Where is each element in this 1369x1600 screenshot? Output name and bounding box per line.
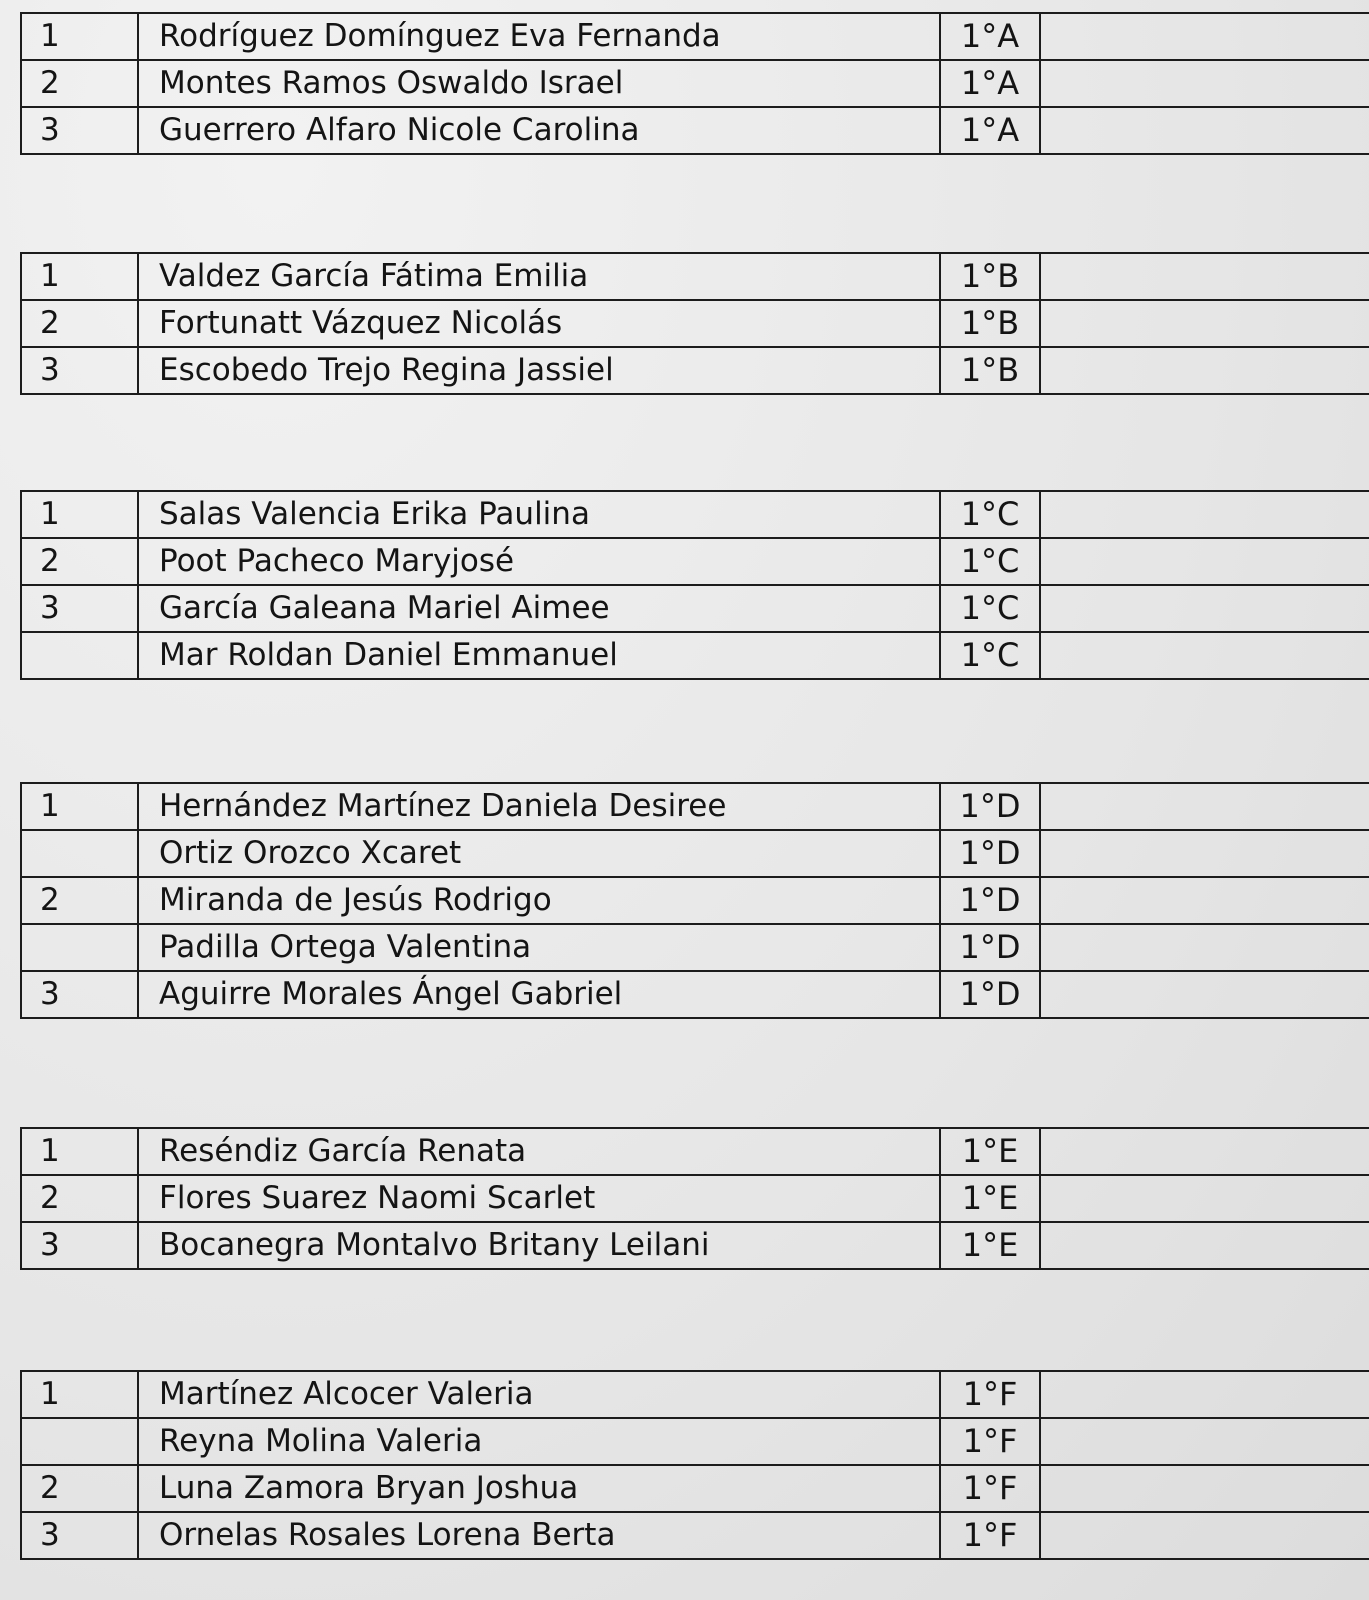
student-table: [20, 252, 1369, 395]
row-number: 1: [21, 253, 138, 300]
row-number: 1: [21, 13, 138, 60]
group-1e: [20, 1127, 1369, 1270]
grade-cell: 1°A: [940, 107, 1040, 154]
grade-cell: 1°C: [940, 538, 1040, 585]
grade-cell: 1°E: [940, 1222, 1040, 1269]
group-1d: [20, 782, 1369, 1019]
row-number: 2: [21, 1175, 138, 1222]
table-row: [21, 924, 1369, 971]
row-number: 1: [21, 783, 138, 830]
student-name: Padilla Ortega Valentina: [138, 924, 940, 971]
student-name: Luna Zamora Bryan Joshua: [138, 1465, 940, 1512]
blank-cell: [1040, 13, 1369, 60]
table-row: [21, 107, 1369, 154]
row-number: 3: [21, 347, 138, 394]
student-name: Mar Roldan Daniel Emmanuel: [138, 632, 940, 679]
student-name: Miranda de Jesús Rodrigo: [138, 877, 940, 924]
row-number: 3: [21, 1222, 138, 1269]
blank-cell: [1040, 1418, 1369, 1465]
blank-cell: [1040, 1465, 1369, 1512]
student-name: Martínez Alcocer Valeria: [138, 1371, 940, 1418]
grade-cell: 1°B: [940, 300, 1040, 347]
student-name: Rodríguez Domínguez Eva Fernanda: [138, 13, 940, 60]
table-row: [21, 538, 1369, 585]
student-table: [20, 1127, 1369, 1270]
student-name: Escobedo Trejo Regina Jassiel: [138, 347, 940, 394]
table-row: [21, 300, 1369, 347]
student-name: Ornelas Rosales Lorena Berta: [138, 1512, 940, 1559]
grade-cell: 1°D: [940, 783, 1040, 830]
student-table: [20, 12, 1369, 155]
table-row: [21, 971, 1369, 1018]
row-number: 2: [21, 877, 138, 924]
table-row: [21, 1418, 1369, 1465]
blank-cell: [1040, 585, 1369, 632]
table-row: [21, 1128, 1369, 1175]
grade-cell: 1°D: [940, 877, 1040, 924]
blank-cell: [1040, 300, 1369, 347]
blank-cell: [1040, 924, 1369, 971]
group-1a: [20, 12, 1369, 155]
blank-cell: [1040, 1175, 1369, 1222]
blank-cell: [1040, 538, 1369, 585]
blank-cell: [1040, 877, 1369, 924]
student-name: Reyna Molina Valeria: [138, 1418, 940, 1465]
row-number: 1: [21, 491, 138, 538]
blank-cell: [1040, 1512, 1369, 1559]
student-name: Aguirre Morales Ángel Gabriel: [138, 971, 940, 1018]
grade-cell: 1°E: [940, 1175, 1040, 1222]
table-row: [21, 491, 1369, 538]
table-row: [21, 1175, 1369, 1222]
blank-cell: [1040, 491, 1369, 538]
table-row: [21, 830, 1369, 877]
table-row: [21, 585, 1369, 632]
row-number: [21, 632, 138, 679]
student-name: Bocanegra Montalvo Britany Leilani: [138, 1222, 940, 1269]
grade-cell: 1°F: [940, 1465, 1040, 1512]
student-name: Valdez García Fátima Emilia: [138, 253, 940, 300]
student-table: [20, 1370, 1369, 1560]
group-1b: [20, 252, 1369, 395]
student-name: Hernández Martínez Daniela Desiree: [138, 783, 940, 830]
table-row: [21, 1512, 1369, 1559]
blank-cell: [1040, 1222, 1369, 1269]
grade-cell: 1°F: [940, 1418, 1040, 1465]
student-name: Salas Valencia Erika Paulina: [138, 491, 940, 538]
student-name: Montes Ramos Oswaldo Israel: [138, 60, 940, 107]
row-number: 3: [21, 971, 138, 1018]
row-number: 2: [21, 300, 138, 347]
table-row: [21, 253, 1369, 300]
table-row: [21, 1222, 1369, 1269]
row-number: [21, 924, 138, 971]
blank-cell: [1040, 1371, 1369, 1418]
grade-cell: 1°D: [940, 971, 1040, 1018]
grade-cell: 1°C: [940, 632, 1040, 679]
group-1c: [20, 490, 1369, 680]
blank-cell: [1040, 347, 1369, 394]
blank-cell: [1040, 783, 1369, 830]
table-row: [21, 1465, 1369, 1512]
blank-cell: [1040, 253, 1369, 300]
grade-cell: 1°B: [940, 347, 1040, 394]
blank-cell: [1040, 1128, 1369, 1175]
row-number: 1: [21, 1128, 138, 1175]
row-number: 2: [21, 60, 138, 107]
student-name: García Galeana Mariel Aimee: [138, 585, 940, 632]
row-number: 1: [21, 1371, 138, 1418]
row-number: [21, 1418, 138, 1465]
grade-cell: 1°F: [940, 1512, 1040, 1559]
row-number: [21, 830, 138, 877]
blank-cell: [1040, 60, 1369, 107]
grade-cell: 1°D: [940, 924, 1040, 971]
row-number: 3: [21, 585, 138, 632]
student-table: [20, 490, 1369, 680]
row-number: 2: [21, 538, 138, 585]
blank-cell: [1040, 632, 1369, 679]
blank-cell: [1040, 971, 1369, 1018]
student-name: Reséndiz García Renata: [138, 1128, 940, 1175]
table-row: [21, 877, 1369, 924]
table-row: [21, 60, 1369, 107]
student-name: Ortiz Orozco Xcaret: [138, 830, 940, 877]
grade-cell: 1°D: [940, 830, 1040, 877]
blank-cell: [1040, 107, 1369, 154]
row-number: 3: [21, 107, 138, 154]
student-table: [20, 782, 1369, 1019]
row-number: 3: [21, 1512, 138, 1559]
student-name: Fortunatt Vázquez Nicolás: [138, 300, 940, 347]
student-name: Guerrero Alfaro Nicole Carolina: [138, 107, 940, 154]
grade-cell: 1°E: [940, 1128, 1040, 1175]
table-row: [21, 783, 1369, 830]
grade-cell: 1°C: [940, 491, 1040, 538]
table-row: [21, 13, 1369, 60]
grade-cell: 1°F: [940, 1371, 1040, 1418]
student-name: Flores Suarez Naomi Scarlet: [138, 1175, 940, 1222]
grade-cell: 1°A: [940, 60, 1040, 107]
student-name: Poot Pacheco Maryjosé: [138, 538, 940, 585]
table-row: [21, 347, 1369, 394]
blank-cell: [1040, 830, 1369, 877]
grade-cell: 1°B: [940, 253, 1040, 300]
grade-cell: 1°C: [940, 585, 1040, 632]
group-1f: [20, 1370, 1369, 1560]
grade-cell: 1°A: [940, 13, 1040, 60]
table-row: [21, 1371, 1369, 1418]
table-row: [21, 632, 1369, 679]
row-number: 2: [21, 1465, 138, 1512]
